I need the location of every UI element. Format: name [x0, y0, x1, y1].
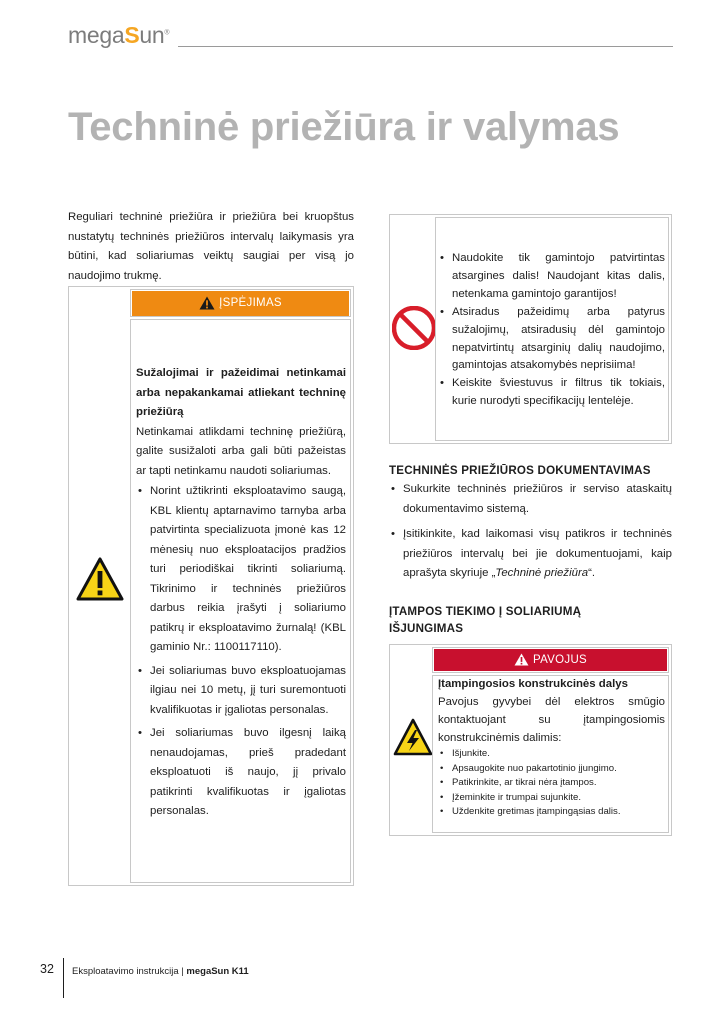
- footer-doc-label: Eksploatavimo instrukcija |: [72, 966, 187, 977]
- footer-divider: [63, 958, 64, 998]
- danger-heading: Įtampingosios konstrukcinės dalys: [438, 678, 628, 690]
- documentation-list-item: [389, 525, 672, 584]
- warning-banner-label: ĮSPĖJIMAS: [219, 297, 282, 309]
- documentation-item-text: Įsitikinkite, kad laikomasi visų patikros ir techninės priežiūros intervalų bei jie dokumentuojami, kaip aprašyta skyriuje „: [403, 528, 672, 579]
- prohibition-box: [389, 214, 672, 444]
- warning-text: Netinkamai atlikdami techninę priežiūrą, galite susižaloti arba gali būti pažeistas ar tapti netinkamu naudoti soliariumas.: [136, 425, 346, 477]
- documentation-item-reference: Techninė priežiūra: [495, 567, 589, 579]
- danger-list-item: • Apsaugokite nuo pakartotinio įjungimo.: [438, 762, 665, 777]
- high-voltage-icon: [393, 718, 433, 761]
- documentation-list-item: • Sukurkite techninės priežiūros ir serviso ataskaitų dokumentavimo sistemą.: [389, 480, 672, 519]
- page-number: 32: [40, 962, 54, 976]
- logo-registered: ®: [164, 29, 170, 37]
- footer-doc-title: [72, 966, 249, 977]
- logo-text-un: un: [139, 22, 165, 48]
- power-off-heading: ĮTAMPOS TIEKIMO Į SOLIARIUMĄ IŠJUNGIMAS: [389, 605, 582, 635]
- danger-list-item: • Išjunkite.: [438, 747, 665, 762]
- warning-icon: [76, 557, 124, 606]
- danger-text: Pavojus gyvybei dėl elektros smūgio kontaktuojant su įtampingosiomis konstrukcinėmis dalimis:: [438, 696, 665, 744]
- prohibition-list-item: • Naudokite tik gamintojo patvirtintas atsargines dalis! Naudojant kitas dalis, netenkama gamintojo garantijos!: [438, 250, 665, 304]
- documentation-item-end: “.: [588, 567, 596, 579]
- warning-list-item: • Norint užtikrinti eksploatavimo saugą, KBL klientų aptarnavimo tarnyba arba patvirtinta specializuota įmonė kas 12 mėnesių nuo eksploatacijos pradžios turi periodiškai tikrinti soliariumą. Tikrinimo ir techninės priežiūros darbus reikia įrašyti į soliariumo patikrų ir eksploatavimo žurnalą! (KBL gaminio Nr.: 1100117110).: [136, 482, 346, 658]
- warning-small-icon: [199, 296, 215, 310]
- prohibition-list-item: • Keiskite šviestuvus ir filtrus tik tokiais, kurie nurodyti specifikacijų lentelėje.: [438, 375, 665, 411]
- warning-list-item: • Jei soliariumas buvo eksploatuojamas ilgiau nei 10 metų, jį turi suremontuoti kvalifikuotas ir įgaliotas personalas.: [136, 662, 346, 721]
- brand-logo: [68, 22, 169, 49]
- warning-box: [68, 286, 354, 886]
- intro-paragraph: Reguliari techninė priežiūra ir priežiūra bei kruopštus nustatytų techninės priežiūros intervalų laikymasis yra būtini, kad soliariumas veiktų saugiai per visą jo naudojimo trukmę.: [68, 211, 354, 282]
- danger-list-item: • Uždenkite gretimas įtampingąsias dalis.: [438, 805, 665, 820]
- page-title: Techninė priežiūra ir valymas: [68, 105, 620, 149]
- logo-text-mega: mega: [68, 22, 125, 48]
- documentation-heading: TECHNINĖS PRIEŽIŪROS DOKUMENTAVIMAS: [389, 464, 651, 477]
- logo-text-s: S: [124, 22, 140, 48]
- warning-heading: Sužalojimai ir pažeidimai netinkamai arba nepakankamai atliekant techninę priežiūrą: [136, 367, 346, 418]
- danger-banner-label: PAVOJUS: [532, 654, 588, 666]
- footer-model: megaSun K11: [186, 966, 249, 977]
- danger-box: [389, 644, 672, 836]
- danger-list-item: • Įžeminkite ir trumpai sujunkite.: [438, 791, 665, 806]
- danger-small-icon: [514, 653, 529, 666]
- warning-list-item: • Jei soliariumas buvo ilgesnį laiką nenaudojamas, prieš pradedant eksploatuoti iš naujo, jį privalo patikrinti kvalifikuotas ir įgaliotas personalas.: [136, 724, 346, 822]
- danger-banner: [434, 649, 667, 671]
- header-divider: [178, 46, 673, 47]
- prohibition-icon: [392, 306, 436, 355]
- warning-banner: [132, 291, 349, 316]
- prohibition-list-item: • Atsiradus pažeidimų arba patyrus sužalojimų, atsiradusių dėl gamintojo nepatvirtintų atsarginių dalių naudojimo, gamintojas atsakomybės neprisiima!: [438, 304, 665, 376]
- danger-list-item: • Patikrinkite, ar tikrai nėra įtampos.: [438, 776, 665, 791]
